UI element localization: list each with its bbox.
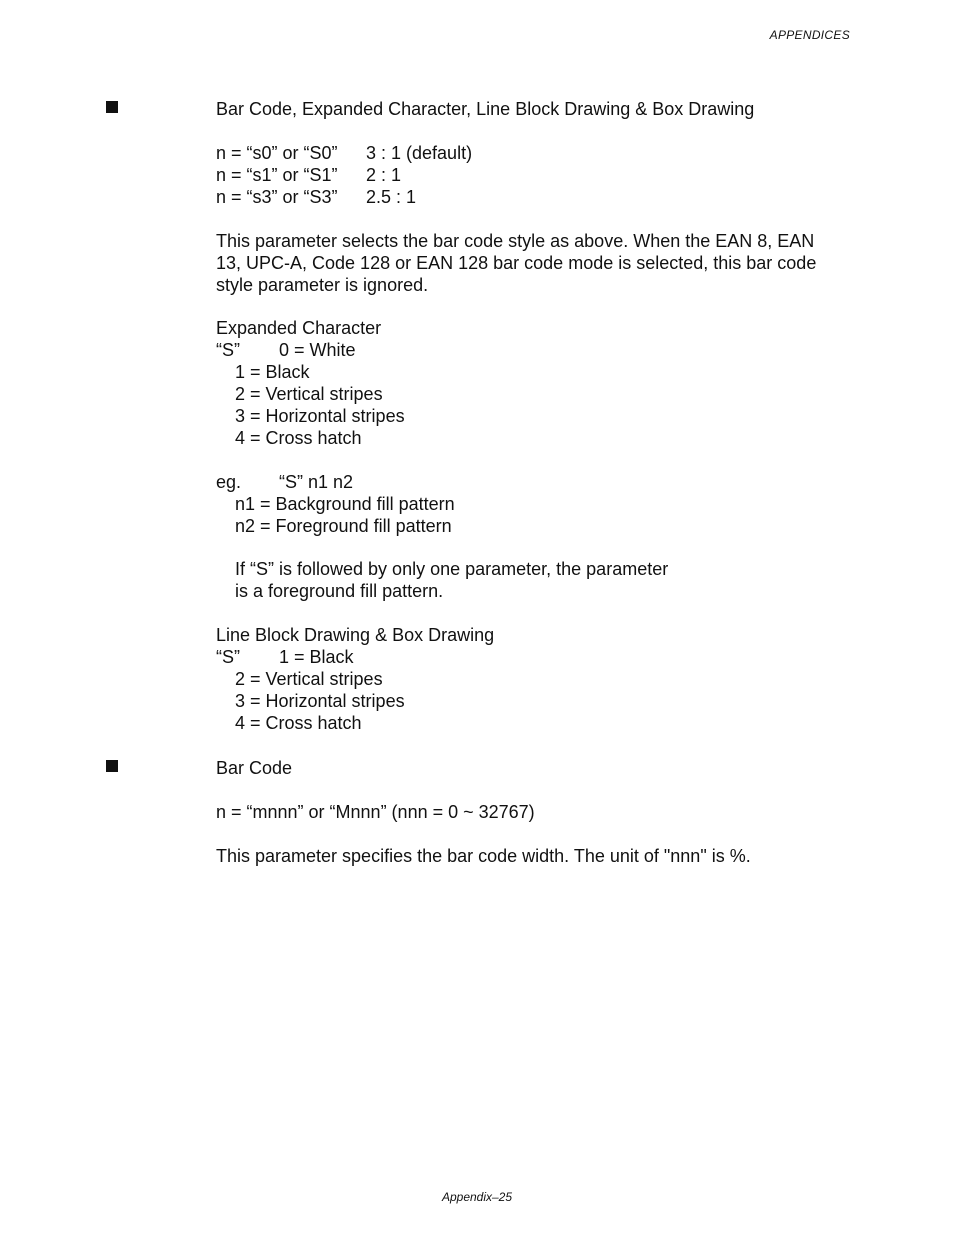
ratio-n: n = “s0” or “S0” <box>216 143 338 163</box>
example-note-line: If “S” is followed by only one parameter, the parameter <box>235 559 669 579</box>
example-code: “S” n1 n2 <box>279 472 354 492</box>
ratio-value: 2.5 : 1 <box>366 187 417 207</box>
paragraph-line: style parameter is ignored. <box>216 275 429 295</box>
linebox-key-row <box>216 646 354 668</box>
expanded-option: 3 = Horizontal stripes <box>235 406 405 426</box>
section-bullet-icon <box>106 760 118 772</box>
range-param: n = “mnnn” or “Mnnn” (nnn = 0 ~ 32767) <box>216 802 535 822</box>
linebox-option: 4 = Cross hatch <box>235 713 362 733</box>
ratio-value: 3 : 1 (default) <box>366 143 473 163</box>
example-note-line: is a foreground fill pattern. <box>235 581 444 601</box>
paragraph-line: This parameter specifies the bar code width. The unit of "nnn" is %. <box>216 846 751 866</box>
paragraph-line: 13, UPC-A, Code 128 or EAN 128 bar code mode is selected, this bar code <box>216 253 817 273</box>
expanded-key-row <box>216 339 356 361</box>
linebox-key: “S” <box>216 647 240 667</box>
example-row <box>216 471 354 493</box>
section-bullet-icon <box>106 101 118 113</box>
linebox-option: 2 = Vertical stripes <box>235 669 383 689</box>
ratio-param <box>216 164 402 186</box>
ratio-param <box>216 142 473 164</box>
section-heading: Bar Code <box>216 758 293 778</box>
expanded-option: 1 = Black <box>235 362 310 382</box>
ratio-param <box>216 186 417 208</box>
section-heading: Bar Code, Expanded Character, Line Block Drawing & Box Drawing <box>216 99 755 119</box>
ratio-n: n = “s1” or “S1” <box>216 165 338 185</box>
expanded-option: 2 = Vertical stripes <box>235 384 383 404</box>
expanded-first-option: 0 = White <box>279 340 356 360</box>
linebox-option: 3 = Horizontal stripes <box>235 691 405 711</box>
page-number: Appendix–25 <box>441 1190 513 1204</box>
expanded-option: 4 = Cross hatch <box>235 428 362 448</box>
running-header: APPENDICES <box>769 28 850 42</box>
example-n1: n1 = Background fill pattern <box>235 494 455 514</box>
ratio-n: n = “s3” or “S3” <box>216 187 338 207</box>
expanded-title: Expanded Character <box>216 318 382 338</box>
ratio-value: 2 : 1 <box>366 165 402 185</box>
paragraph-line: This parameter selects the bar code style as above. When the EAN 8, EAN <box>216 231 815 251</box>
linebox-title: Line Block Drawing & Box Drawing <box>216 625 495 645</box>
example-label: eg. <box>216 472 242 492</box>
linebox-first-option: 1 = Black <box>279 647 354 667</box>
expanded-key: “S” <box>216 340 240 360</box>
example-n2: n2 = Foreground fill pattern <box>235 516 452 536</box>
